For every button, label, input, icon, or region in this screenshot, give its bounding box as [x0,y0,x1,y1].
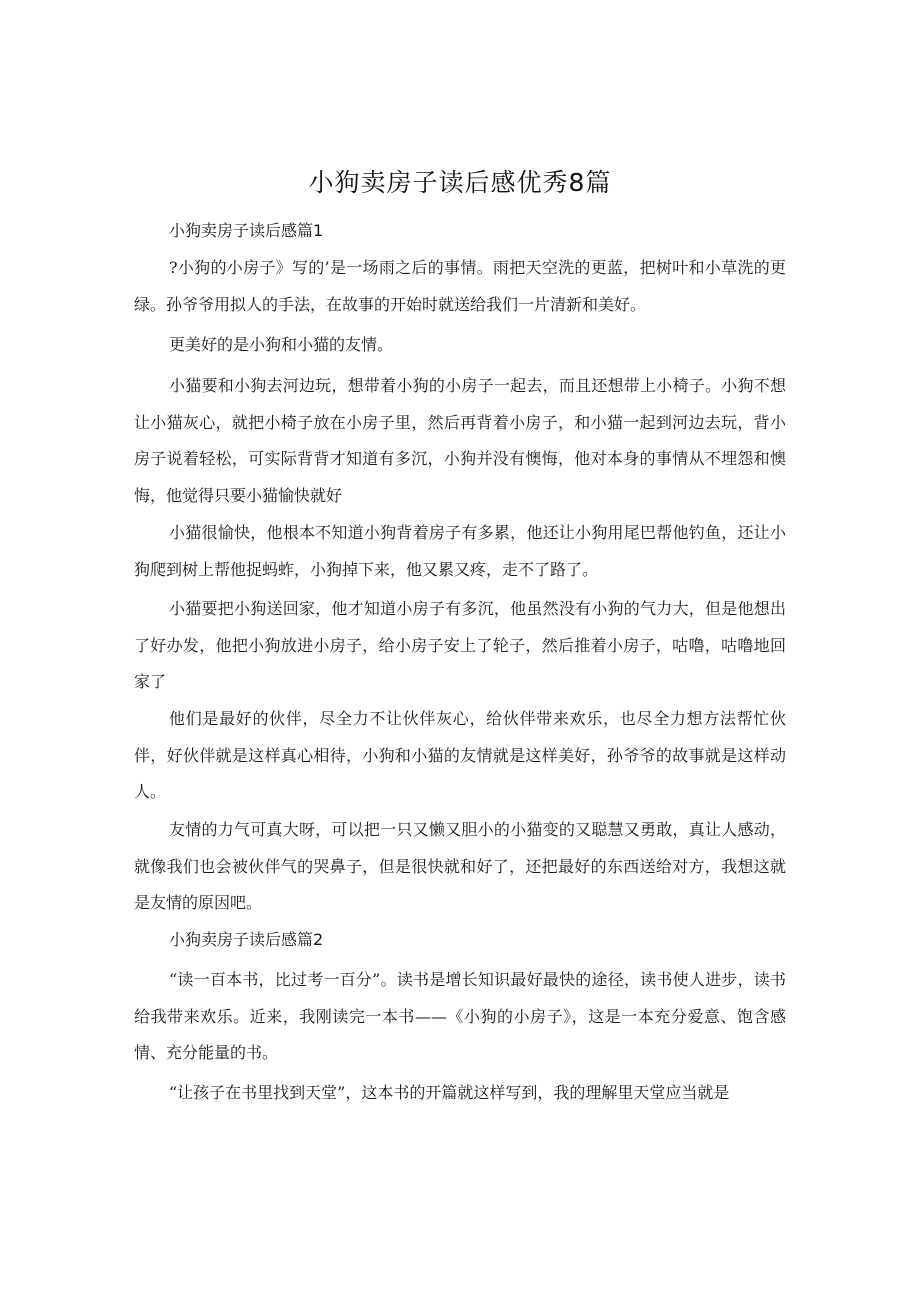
paragraph: “读一百本书，比过考一百分”。读书是增长知识最好最快的途径，读书使人进步，读书给我带来欢乐。近来，我刚读完一本书——《小狗的小房子》，这是一本充分爱意、饱含感情、充分能量的书。 [134,970,786,1062]
paragraph: 友情的力气可真大呀，可以把一只又懒又胆小的小猫变的又聪慧又勇敢，真让人感动，就像我们也会被伙伴气的哭鼻子，但是很快就和好了，还把最好的东西送给对方，我想这就是友情的原因吧。 [134,820,786,912]
paragraph: 他们是最好的伙伴，尽全力不让伙伴灰心，给伙伴带来欢乐，也尽全力想方法帮忙伙伴，好伙伴就是这样真心相待，小狗和小猫的友情就是这样美好，孙爷爷的故事就是这样动人。 [134,709,786,801]
paragraph: 更美好的是小狗和小猫的友情。 [169,335,394,354]
paragraph: 小猫要和小狗去河边玩，想带着小狗的小房子一起去，而且还想带上小椅子。小狗不想让小猫灰心，就把小椅子放在小房子里，然后再背着小房子，和小猫一起到河边去玩，背小房子说着轻松，可实际背背才知道有多沉，小狗并没有懊悔，他对本身的事情从不埋怨和懊悔，他觉得只要小猫愉快就好 [134,376,786,505]
page-title: 小狗卖房子读后感优秀8篇 [308,168,612,197]
paragraph: 小猫很愉快，他根本不知道小狗背着房子有多累，他还让小狗用尾巴帮他钓鱼，还让小狗爬到树上帮他捉蚂蚱，小狗掉下来，他又累又疼，走不了路了。 [134,523,786,579]
paragraph: ?小狗的小房子》写的’是一场雨之后的事情。雨把天空洗的更蓝，把树叶和小草洗的更绿。孙爷爷用拟人的手法，在故事的开始时就送给我们一片清新和美好。 [134,258,786,314]
paragraph: 小猫要把小狗送回家，他才知道小房子有多沉，他虽然没有小狗的气力大，但是他想出了好办发，他把小狗放进小房子，给小房子安上了轮子，然后推着小房子，咕噜，咕噜地回家了 [134,599,786,691]
section-heading: 小狗卖房子读后感篇2 [169,930,324,949]
paragraph: “让孩子在书里找到天堂”，这本书的开篇就这样写到，我的理解里天堂应当就是 [169,1083,730,1102]
section-heading: 小狗卖房子读后感篇1 [169,221,324,240]
